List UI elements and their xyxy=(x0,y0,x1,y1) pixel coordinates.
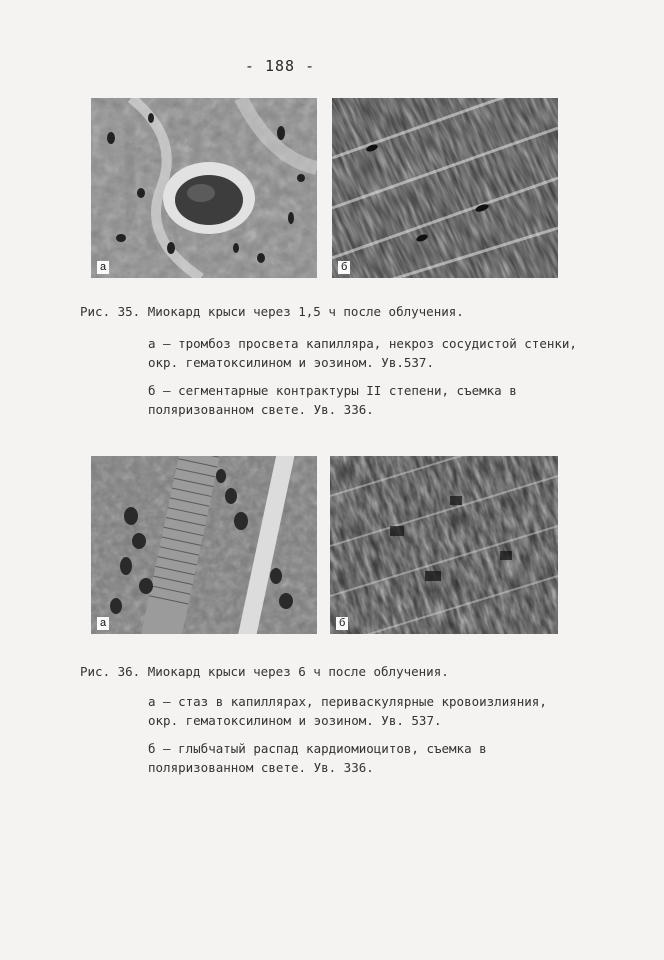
panel-label: б xyxy=(338,261,350,274)
figure-35-caption-b: б – сегментарные контрактуры II степени, съемка в поляризованном свете. Ув. 336. xyxy=(148,383,517,417)
figure-35-panel-b-image xyxy=(332,98,558,278)
figure-36-panel-b-image xyxy=(330,456,558,634)
figure-35-title: Рис. 35. Миокард крыси через 1,5 ч после облучения. xyxy=(80,304,464,319)
panel-label: а xyxy=(97,261,109,274)
figure-35-panel-a-image xyxy=(91,98,317,278)
figure-36-caption-a: а – стаз в капиллярах, периваскулярные кровоизлияния, окр. гематоксилином и эозином. Ув. 537. xyxy=(148,694,547,728)
panel-label: б xyxy=(336,617,348,630)
panel-label: а xyxy=(97,617,109,630)
page-number: - 188 - xyxy=(244,57,316,75)
figure-36-panel-a-image xyxy=(91,456,317,634)
figure-36-caption-b: б – глыбчатый распад кардиомиоцитов, съемка в поляризованном свете. Ув. 336. xyxy=(148,741,487,775)
figure-36-title: Рис. 36. Миокард крыси через 6 ч после облучения. xyxy=(80,664,449,679)
figure-35-caption-a: а – тромбоз просвета капилляра, некроз сосудистой стенки, окр. гематоксилином и эозином. Ув.537. xyxy=(148,336,577,370)
